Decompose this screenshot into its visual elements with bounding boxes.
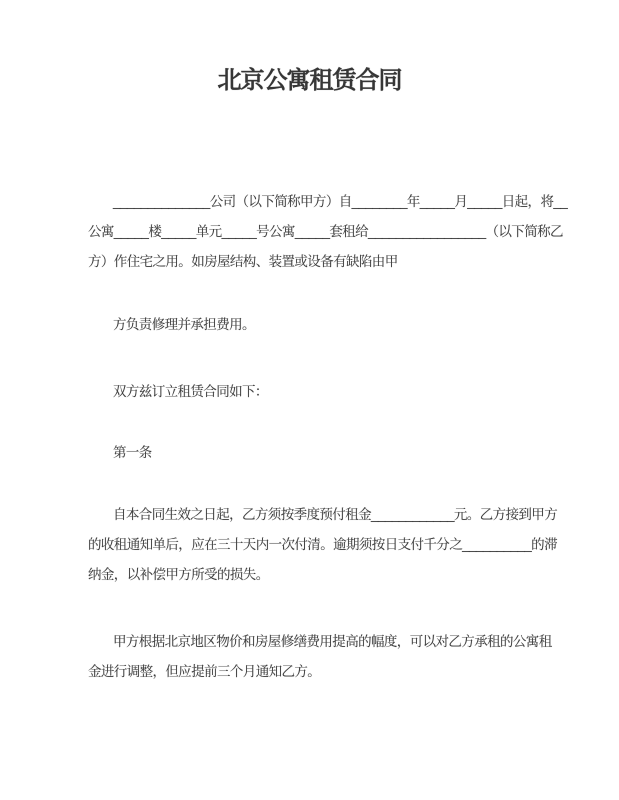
- article-one-heading: [88, 438, 588, 468]
- text-line: 公寓_____楼_____单元_____号公寓_____套租给_________________（以下简称乙: [88, 224, 563, 239]
- contract-title: 北京公寓租赁合同: [217, 67, 402, 94]
- paragraph-agreement-lead-in: [88, 377, 588, 407]
- paragraph-rent-adjustment-clause: [88, 627, 588, 687]
- paragraph-intro-clause: [88, 187, 588, 277]
- text-line: 自本合同生效之日起，乙方须按季度预付租金____________元。乙方接到甲方: [113, 507, 558, 522]
- paragraph-repair-clause: [88, 310, 588, 340]
- text-line: 甲方根据北京地区物价和房屋修缮费用提高的幅度，可以对乙方承租的公寓租: [113, 634, 552, 649]
- paragraph-rent-payment-clause: [88, 500, 588, 590]
- text-line: 纳金，以补偿甲方所受的损失。: [88, 567, 269, 582]
- text-line: 方负责修理并承担费用。: [113, 317, 255, 332]
- text-line: 方）作住宅之用。如房屋结构、装置或设备有缺陷由甲: [88, 254, 398, 269]
- text-line: ______________公司（以下简称甲方）自________年_____月_____日起，将__: [113, 194, 568, 209]
- text-line: 的收租通知单后，应在三十天内一次付清。逾期须按日支付千分之__________的滞: [88, 537, 557, 552]
- text-line: 第一条: [113, 445, 152, 460]
- text-line: 金进行调整，但应提前三个月通知乙方。: [88, 664, 321, 679]
- text-line: 双方兹订立租赁合同如下：: [113, 384, 268, 399]
